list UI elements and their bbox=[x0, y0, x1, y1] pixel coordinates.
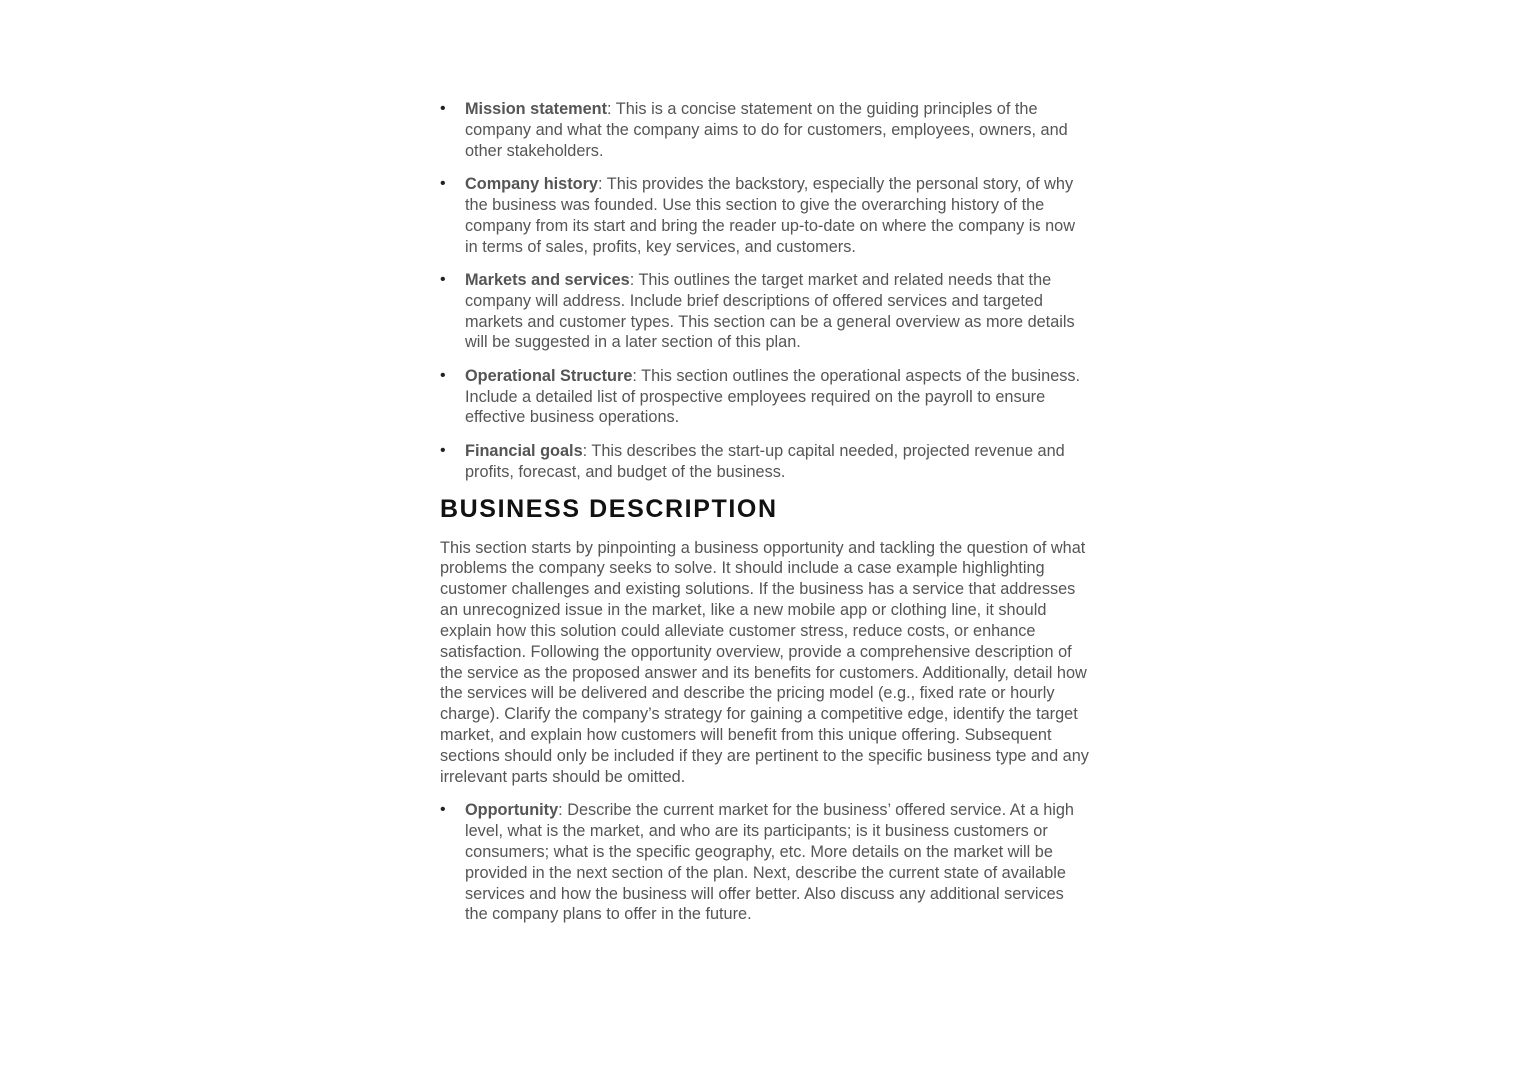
bullet-opportunity bbox=[440, 800, 1090, 925]
bullet-term: Company history bbox=[465, 175, 598, 194]
bullet-company-history bbox=[440, 174, 1090, 257]
bullet-term: Mission statement bbox=[465, 100, 608, 118]
summary-bullet-list bbox=[440, 99, 1090, 483]
bullet-text: : This describes the start-up capital needed, projected revenue and profits, forecast, and budget of the business. bbox=[465, 441, 1065, 481]
bullet-operational-structure bbox=[440, 366, 1090, 429]
bullet-term: Markets and services bbox=[465, 270, 630, 289]
bullet-text: : Describe the current market for the business’ offered service. At a high level, what is the market, and who are its participants; is it business customers or consumers; what is the specific geography, etc. More details on the market will be provided in the next section of the plan. Next, describe the current state of available services and how the business will offer better. Also discuss any additional services the company plans to offer in the future. bbox=[465, 801, 1074, 924]
bullet-text: : This section outlines the operational aspects of the business. Include a detailed list of prospective employees required on the payroll to ensure effective business operations. bbox=[465, 366, 1081, 427]
bullet-term: Financial goals bbox=[465, 441, 583, 460]
bullet-mission-statement bbox=[440, 99, 1090, 162]
section-heading-business-description: BUSINESS DESCRIPTION bbox=[440, 494, 778, 523]
bullet-text: : This is a concise statement on the guiding principles of the company and what the company aims to do for customers, employees, owners, and other stakeholders. bbox=[465, 100, 1068, 160]
bullet-text: : This provides the backstory, especially the personal story, of why the business was founded. Use this section to give the overarching history of the company from its start and bring the reader up-to-date on where the company is now in terms of sales, profits, key services, and customers. bbox=[465, 175, 1075, 256]
bullet-financial-goals bbox=[440, 441, 1090, 483]
document-page bbox=[440, 99, 1090, 938]
bullet-term: Opportunity bbox=[465, 801, 559, 820]
business-description-paragraph: This section starts by pinpointing a business opportunity and tackling the question of what problems the company seeks to solve. It should include a case example highlighting customer challenges and existing solutions. If the business has a service that addresses an unrecognized issue in the market, like a new mobile app or clothing line, it should explain how this solution could alleviate customer stress, reduce costs, or enhance satisfaction. Following the opportunity overview, provide a comprehensive description of the service as the proposed answer and its benefits for customers. Additionally, detail how the services will be delivered and describe the pricing model (e.g., fixed rate or hourly charge). Clarify the company’s strategy for gaining a competitive edge, identify the target market, and explain how customers will benefit from this unique offering. Subsequent sections should only be included if they are pertinent to the specific business type and any irrelevant parts should be omitted. bbox=[440, 538, 1089, 786]
business-description-bullet-list bbox=[440, 800, 1090, 925]
bullet-term: Operational Structure bbox=[465, 366, 633, 385]
bullet-text: : This outlines the target market and related needs that the company will address. Include brief descriptions of offered services and targeted markets and customer types. This section can be a general overview as more details will be suggested in a later section of this plan. bbox=[465, 270, 1075, 352]
bullet-markets-and-services bbox=[440, 270, 1090, 353]
